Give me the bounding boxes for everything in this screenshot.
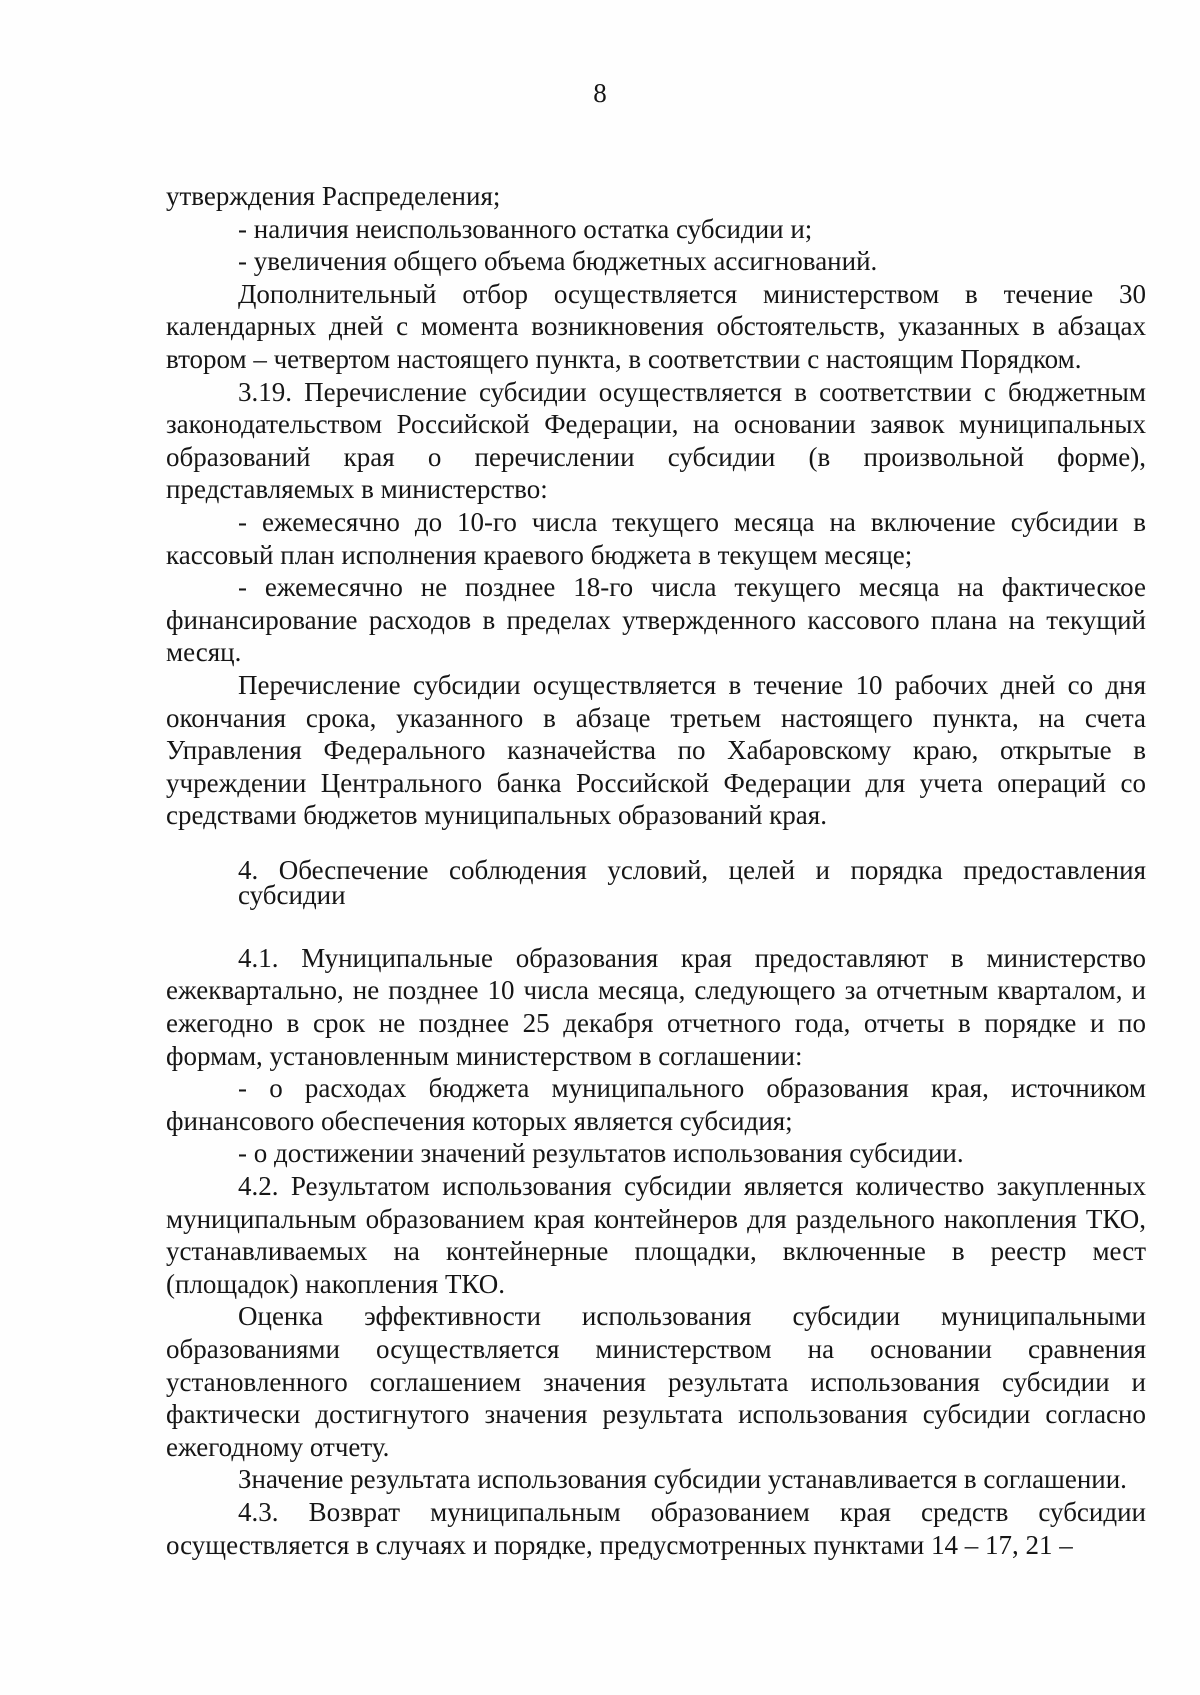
paragraph: Значение результата использования субсидии устанавливается в соглашении. bbox=[238, 1464, 1127, 1495]
list-item: - наличия неиспользованного остатка субсидии и; bbox=[238, 213, 813, 244]
list-item: - о достижении значений результатов использования субсидии. bbox=[238, 1138, 964, 1169]
paragraph-3-19: 3.19. Перечисление субсидии осуществляется в соответствии с бюджетным законодательством Российской Федерации, на основании заявок муниципальных образований края о перечислении субсидии (в произвольной форме), представляемых в министерство: bbox=[166, 376, 1146, 505]
paragraph: Перечисление субсидии осуществляется в течение 10 рабочих дней со дня окончания срока, указанного в абзаце третьем настоящего пункта, на счета Управления Федерального казначейства по Хабаровскому краю, открытые в учреждении Центрального банка Российской Федерации для учета операций со средствами бюджетов муниципальных образований края. bbox=[166, 669, 1146, 831]
paragraph-4-2: 4.2. Результатом использования субсидии является количество закупленных муниципальным образованием края контейнеров для раздельного накопления ТКО, устанавливаемых на контейнерные площадки, включенные в реестр мест (площадок) накопления ТКО. bbox=[166, 1171, 1146, 1299]
document-body bbox=[166, 180, 1146, 1561]
paragraph-4-1: 4.1. Муниципальные образования края предоставляют в министерство ежеквартально, не позднее 10 числа месяца, следующего за отчетным кварталом, и ежегодно в срок не позднее 25 декабря отчетного года, отчеты в порядке и по формам, установленным министерством в соглашении: bbox=[166, 942, 1146, 1071]
list-item: - о расходах бюджета муниципального образования края, источником финансового обеспечения которых является субсидия; bbox=[166, 1073, 1146, 1136]
paragraph: Оценка эффективности использования субсидии муниципальными образованиями осуществляется министерством на основании сравнения установленного соглашением значения результата использования субсидии и фактически достигнутого значения результата использования субсидии согласно ежегодному отчету. bbox=[166, 1301, 1146, 1462]
paragraph-4-3: 4.3. Возврат муниципальным образованием края средств субсидии осуществляется в случаях и порядке, предусмотренных пунктами 14 – 17, 21 – bbox=[166, 1496, 1146, 1560]
section-heading: 4. Обеспечение соблюдения условий, целей и порядка предоставления субсидии bbox=[238, 854, 1146, 910]
list-item: - увеличения общего объема бюджетных ассигнований. bbox=[238, 246, 878, 277]
page-number: 8 bbox=[593, 78, 607, 108]
list-item: - ежемесячно не позднее 18-го числа текущего месяца на фактическое финансирование расходов в пределах утвержденного кассового плана на текущий месяц. bbox=[166, 572, 1146, 668]
paragraph: утверждения Распределения; bbox=[166, 181, 501, 211]
list-item: - ежемесячно до 10-го числа текущего месяца на включение субсидии в кассовый план исполнения краевого бюджета в текущем месяце; bbox=[166, 506, 1146, 570]
paragraph: Дополнительный отбор осуществляется министерством в течение 30 календарных дней с момента возникновения обстоятельств, указанных в абзацах втором – четвертом настоящего пункта, в соответствии с настоящим Порядком. bbox=[166, 278, 1146, 374]
